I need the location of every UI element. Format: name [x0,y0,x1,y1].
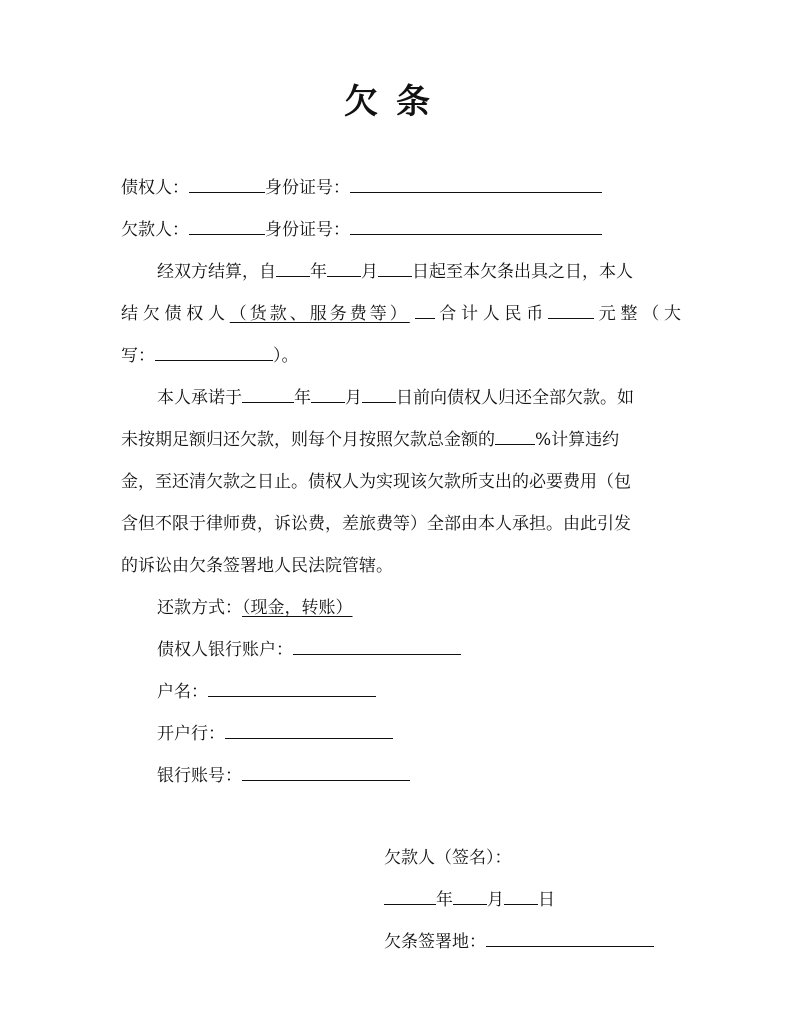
signature-date-line [384,888,684,912]
para1-char: 人 [208,304,225,324]
para1-char: 计 [461,304,478,324]
creditor-id-blank[interactable] [350,176,602,193]
signing-place-label: 欠条签署地： [384,932,486,952]
para1-close: ）。 [273,346,299,366]
sign-year-label: 年 [436,890,453,910]
bank-branch-label: 开户行： [157,724,225,744]
signing-place-blank[interactable] [486,930,654,947]
para2-text-a: 本人承诺于 [157,388,242,408]
penalty-text: 未按期足额归还欠款，则每个月按照欠款总金额的 [121,430,495,450]
start-month-blank[interactable] [327,260,361,277]
account-name-label: 户名： [157,682,208,702]
para2-line3: 金，至还清欠款之日止。债权人为实现该欠款所支出的必要费用（包 [121,472,631,492]
sign-year-blank[interactable] [384,888,436,905]
para2-line5: 的诉讼由欠条签署地人民法院管辖。 [121,556,393,576]
repayment-method-line [121,596,681,620]
para2-line4: 含但不限于律师费，诉讼费，差旅费等）全部由本人承担。由此引发 [121,514,631,534]
para1-line3 [121,344,681,368]
sign-day-label: 日 [538,890,555,910]
para1-text-d: 日起至本欠条出具之日，本人 [412,262,633,282]
bank-account-line [121,638,681,662]
repay-day-blank[interactable] [362,386,396,403]
goods-services-text: （货款、服务费等） [229,304,410,324]
para2-text-d: 日前向债权人归还全部欠款。如 [396,388,634,408]
repay-month-blank[interactable] [311,386,345,403]
goods-blank[interactable] [415,302,435,319]
para1-line1 [121,260,681,284]
para1-char: 人 [482,304,500,324]
para1-char: （ [642,304,660,324]
sign-month-blank[interactable] [453,888,487,905]
debtor-name-blank[interactable] [189,218,265,235]
signature-line [384,846,684,870]
para2-line2 [121,428,681,452]
para1-text-a: 经双方结算，自 [157,262,276,282]
repayment-method-value: （现金，转账） [242,598,353,618]
para1-month-label: 月 [361,262,378,282]
debtor-signature-label: 欠款人（签名）： [384,848,512,868]
para1-char: 债 [164,304,182,324]
bank-number-line [121,764,681,788]
bank-branch-line [121,722,681,746]
debtor-line [121,218,681,242]
creditor-line [121,176,681,200]
signing-place-line [384,930,684,954]
repay-year-blank[interactable] [242,386,294,403]
start-day-blank[interactable] [378,260,412,277]
debtor-id-label: 身份证号： [265,220,350,240]
para1-line2 [121,302,681,326]
bank-account-blank[interactable] [293,638,461,655]
account-name-line [121,680,681,704]
bank-account-label: 债权人银行账户： [157,640,293,660]
para1-year-label: 年 [310,262,327,282]
sign-day-blank[interactable] [504,888,538,905]
sign-month-label: 月 [487,890,504,910]
document-title: 欠条 [344,82,448,122]
repay-year-label: 年 [294,388,311,408]
para1-char: 整 [620,304,638,324]
penalty-rate-blank[interactable] [495,428,535,445]
para1-char: 权 [186,304,204,324]
para1-char: 币 [526,304,544,324]
para1-char: 合 [439,304,457,324]
repayment-method-label: 还款方式： [157,598,242,618]
amount-words-blank[interactable] [155,344,273,361]
amount-blank[interactable] [548,302,594,319]
start-year-blank[interactable] [276,260,310,277]
amount-words-label: 写： [121,346,155,366]
creditor-name-blank[interactable] [189,176,265,193]
account-name-blank[interactable] [208,680,376,697]
bank-branch-blank[interactable] [225,722,393,739]
creditor-id-label: 身份证号： [265,178,350,198]
debtor-label: 欠款人： [121,220,189,240]
penalty-text-b: %计算违约 [535,430,620,450]
bank-number-label: 银行账号： [157,766,242,786]
para1-char: 民 [504,304,522,324]
para2-line1 [121,386,681,410]
para1-char: 大 [664,304,681,324]
repay-month-label: 月 [345,388,362,408]
creditor-label: 债权人： [121,178,189,198]
para1-char: 欠 [142,304,160,324]
bank-number-blank[interactable] [242,764,410,781]
debtor-id-blank[interactable] [350,218,602,235]
para1-char: 元 [598,304,616,324]
para1-char: 结 [121,304,138,324]
